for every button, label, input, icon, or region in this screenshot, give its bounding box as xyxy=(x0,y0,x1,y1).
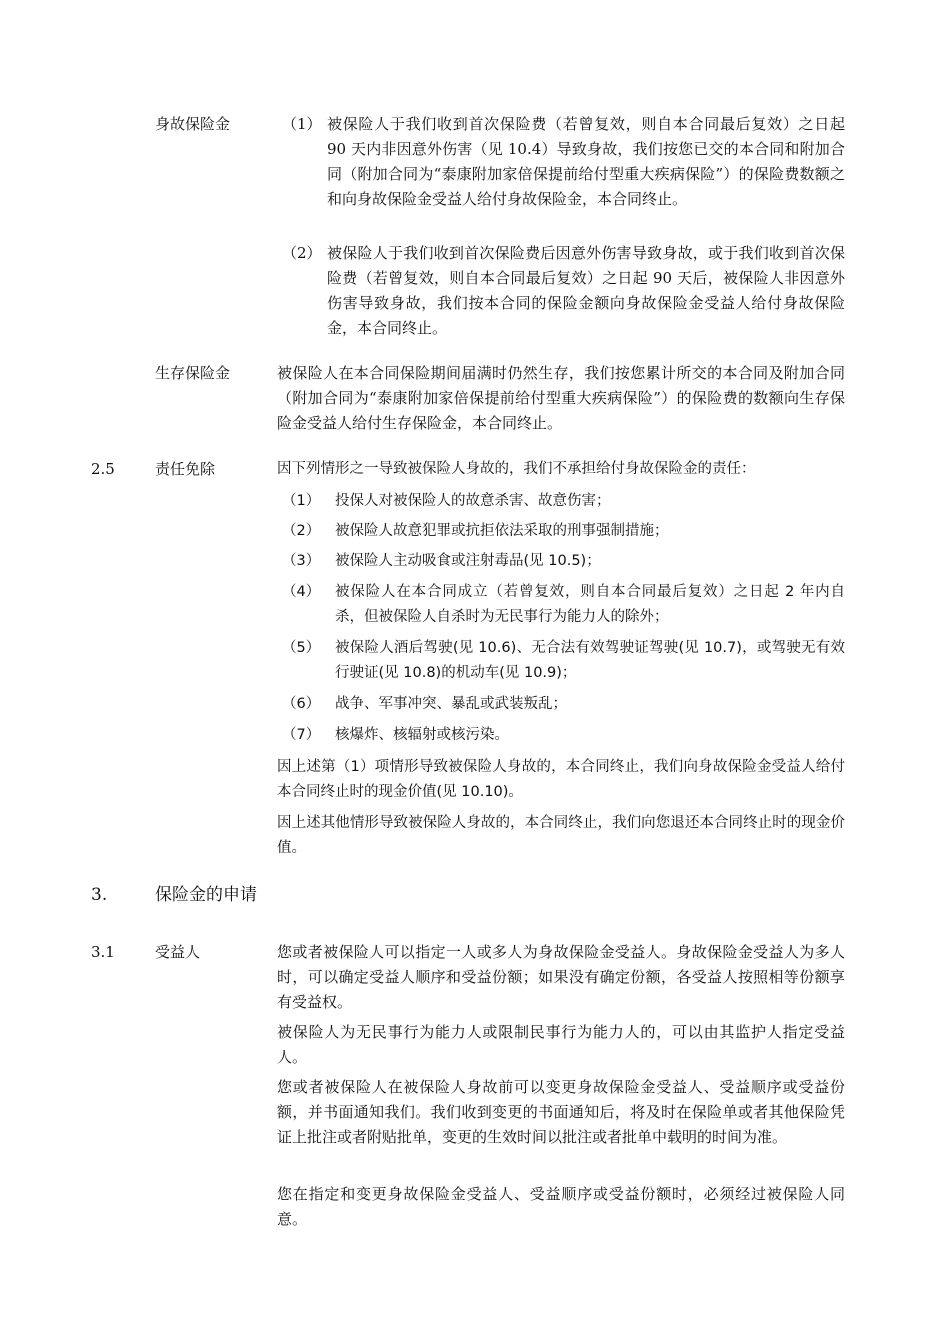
exclusion-6-text: 战争、军事冲突、暴乱或武装叛乱； xyxy=(335,696,567,712)
exclusion-1-text: 投保人对被保险人的故意杀害、故意伤害； xyxy=(335,493,611,509)
death-item-1-text: 被保险人于我们收到首次保险费（若曾复效，则自本合同最后复效）之日起 90 天内非因意外伤害（见 10.4）导致身故，我们按您已交的本合同和附加合同（附加合同为“泰康附加家倍保提前给付型重大疾病保险”）的保险费数额之和向身故保险金受益人给付身故保险金，本合同终止。 xyxy=(327,115,845,208)
death-item-1-num: （1） xyxy=(282,115,322,133)
section-3-title: 保险金的申请 xyxy=(155,885,257,905)
exclusion-3-text: 被保险人主动吸食或注射毒品(见 10.5)； xyxy=(335,553,601,569)
exclusion-1-num: （1） xyxy=(282,493,321,509)
death-benefit-label: 身故保险金 xyxy=(155,115,231,133)
exclusion-3-num: （3） xyxy=(282,553,321,569)
death-item-2-text: 被保险人于我们收到首次保险费后因意外伤害导致身故，或于我们收到首次保险费（若曾复效，则自本合同最后复效）之日起 90 天后，被保险人非因意外伤害导致身故，我们按本合同的保险金额向身故保险金受益人给付身故保险金，本合同终止。 xyxy=(327,244,845,337)
exclusion-6-num: （6） xyxy=(282,696,321,712)
exclusion-2-num: （2） xyxy=(282,523,321,539)
exclusion-5-text: 被保险人酒后驾驶(见 10.6)、无合法有效驾驶证驾驶(见 10.7)，或驾驶无有效行驶证(见 10.8)的机动车(见 10.9)； xyxy=(335,640,845,681)
section-3-number: 3. xyxy=(91,885,108,905)
section-3-1-number: 3.1 xyxy=(91,943,115,961)
exclusion-4-text: 被保险人在本合同成立（若曾复效，则自本合同最后复效）之日起 2 年内自杀，但被保险人自杀时为无民事行为能力人的除外； xyxy=(335,584,845,625)
beneficiary-paragraph-4: 您在指定和变更身故保险金受益人、受益顺序或受益份额时，必须经过被保险人同意。 xyxy=(277,1185,845,1228)
beneficiary-paragraph-1: 您或者被保险人可以指定一人或多人为身故保险金受益人。身故保险金受益人为多人时，可以确定受益人顺序和受益份额；如果没有确定份额，各受益人按照相等份额享有受益权。 xyxy=(277,943,845,1011)
section-2-5-number: 2.5 xyxy=(91,460,115,478)
exclusions-label: 责任免除 xyxy=(155,460,216,478)
exclusions-note-2: 因上述其他情形导致被保险人身故的，本合同终止，我们向您退还本合同终止时的现金价值。 xyxy=(277,815,845,856)
death-item-2-num: （2） xyxy=(282,244,322,262)
beneficiary-label: 受益人 xyxy=(155,943,201,961)
exclusions-note-1: 因上述第（1）项情形导致被保险人身故的，本合同终止，我们向身故保险金受益人给付本合同终止时的现金价值(见 10.10)。 xyxy=(277,759,845,800)
exclusion-7-text: 核爆炸、核辐射或核污染。 xyxy=(335,727,509,743)
exclusion-7-num: （7） xyxy=(282,727,321,743)
exclusions-intro: 因下列情形之一导致被保险人身故的，我们不承担给付身故保险金的责任： xyxy=(277,461,756,477)
exclusion-5-num: （5） xyxy=(282,640,321,656)
survival-benefit-text: 被保险人在本合同保险期间届满时仍然生存，我们按您累计所交的本合同及附加合同（附加合同为“泰康附加家倍保提前给付型重大疾病保险”）的保险费的数额向生存保险金受益人给付生存保险金，本合同终止。 xyxy=(277,364,845,432)
beneficiary-paragraph-3: 您或者被保险人在被保险人身故前可以变更身故保险金受益人、受益顺序或受益份额，并书面通知我们。我们收到变更的书面通知后，将及时在保险单或者其他保险凭证上批注或者附贴批单，变更的生效时间以批注或者批单中载明的时间为准。 xyxy=(277,1078,845,1146)
exclusion-4-num: （4） xyxy=(282,584,321,600)
survival-benefit-label: 生存保险金 xyxy=(155,364,231,382)
beneficiary-paragraph-2: 被保险人为无民事行为能力人或限制民事行为能力人的，可以由其监护人指定受益人。 xyxy=(277,1023,845,1066)
exclusion-2-text: 被保险人故意犯罪或抗拒依法采取的刑事强制措施； xyxy=(335,523,669,539)
